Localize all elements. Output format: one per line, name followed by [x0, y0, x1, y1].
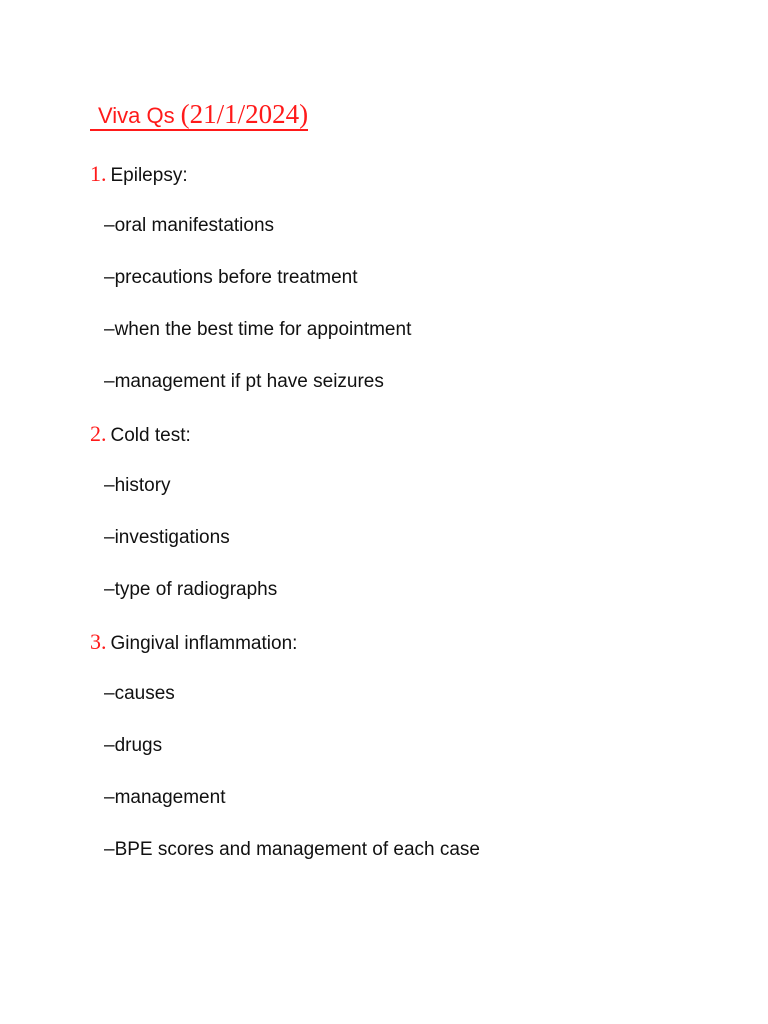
section-heading-text: Cold test: [110, 425, 191, 446]
list-item: –management [104, 787, 226, 808]
list-item: –history [104, 475, 171, 496]
list-item: –oral manifestations [104, 215, 275, 236]
list-item: –BPE scores and management of each case [104, 839, 481, 860]
list-item: –drugs [104, 735, 163, 756]
section-heading-text: Epilepsy: [110, 165, 188, 186]
section-number: 1. [90, 161, 107, 186]
list-item: –precautions before treatment [104, 267, 358, 288]
section-heading-cold-test [90, 423, 191, 445]
page-title [90, 101, 308, 131]
list-item: –type of radiographs [104, 579, 278, 600]
list-item: –management if pt have seizures [104, 371, 384, 392]
list-item: –when the best time for appointment [104, 319, 412, 340]
title-date: (21/1/2024) [180, 99, 309, 129]
list-item: –causes [104, 683, 175, 704]
section-heading-epilepsy [90, 163, 188, 185]
section-heading-gingival-inflammation [90, 631, 297, 653]
section-number: 3. [90, 629, 107, 654]
section-number: 2. [90, 421, 107, 446]
list-item: –investigations [104, 527, 230, 548]
section-heading-text: Gingival inflammation: [110, 633, 298, 654]
title-prefix: Viva Qs [98, 103, 175, 128]
